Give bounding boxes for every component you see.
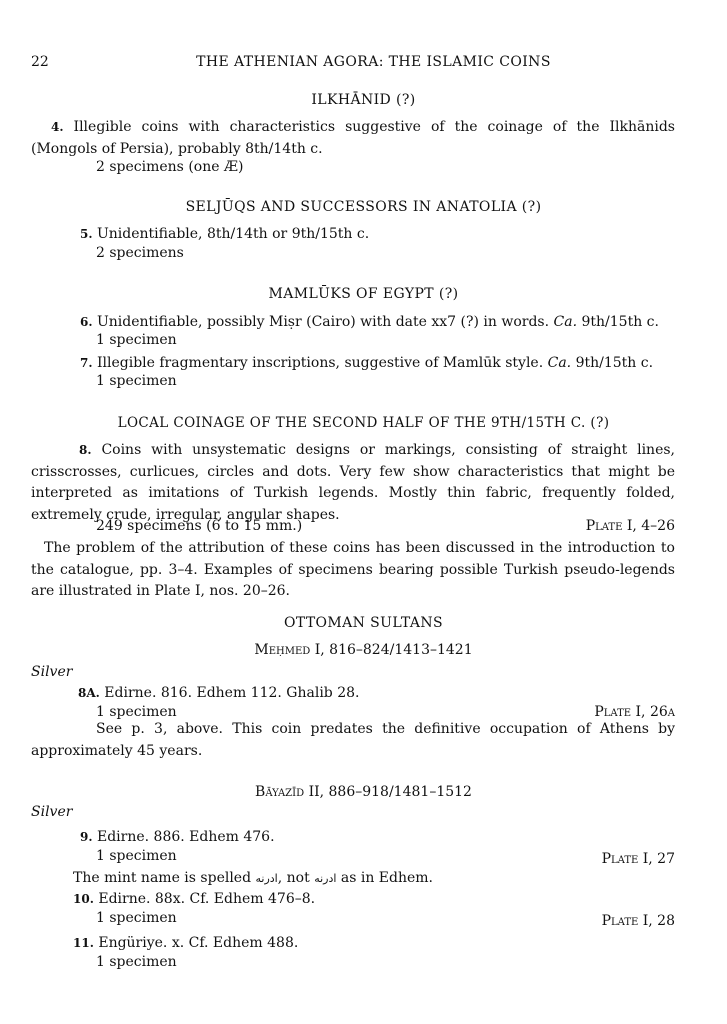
entry-text: Illegible coins with characteristics suggestive of the coinage of the Ilkhānids (Mongols of Persia), probably 8th/14th c. [31,119,675,157]
entry-10 [73,890,315,908]
ruler-name: Meḥmed [254,642,311,658]
entry-6 [80,313,659,331]
entry-number: 6. [80,315,93,329]
entry-7 [80,354,653,372]
entry-date: 9th/15th c. [581,314,659,330]
entry-11 [73,934,298,952]
entry-text: Coins with unsystematic designs or markings, consisting of straight lines, crisscrosses, curlicues, circles and dots. Very few show characteristics that might be interpreted as imitations of Turkish legends. Mostly thin fabric, frequently folded, extremely crude, irregular, angular shapes. [31,442,675,523]
heading-ilkhanid: ILKHĀNID (?) [311,92,416,108]
metal-silver-bayazid: Silver [31,804,73,820]
ruler-name: Bāyazīd [255,784,305,800]
entry-8a [78,684,359,702]
entry-8-specimens: 249 specimens (6 to 15 mm.) [96,518,303,534]
subheading-mehmed [0,641,727,659]
entry-text: Unidentifiable, 8th/14th or 9th/15th c. [96,226,370,242]
entry-6-specimens: 1 specimen [96,332,177,348]
arabic-mint-spelling-edhem: ادرنه [314,872,337,885]
entry-number: 4. [51,120,64,134]
circa-abbrev: Ca. [553,314,578,330]
entry-8 [31,440,675,526]
subheading-bayazid [0,783,727,801]
ruler-dates: I, 816–824/1413–1421 [314,642,473,658]
heading-mamluks: MAMLŪKS OF EGYPT (?) [268,286,459,302]
note-text: as in Edhem. [340,870,434,886]
entry-number: 10. [73,892,94,906]
running-title: THE ATHENIAN AGORA: THE ISLAMIC COINS [196,54,551,70]
entry-4-specimens: 2 specimens (one Æ) [96,159,244,175]
entry-text: Edirne. 88x. Cf. Edhem 476–8. [98,891,316,907]
entry-text: Edirne. 886. Edhem 476. [96,829,275,845]
entry-5 [80,225,369,243]
heading-seljuqs: SELJŪQS AND SUCCESSORS IN ANATOLIA (?) [185,199,542,215]
entry-8a-plate-ref: Plate I, 26a [594,704,675,720]
entry-9-specimens: 1 specimen [96,848,177,864]
heading-ottoman: OTTOMAN SULTANS [283,615,444,631]
arabic-mint-spelling: ادرنه [255,872,278,885]
entry-text: Edirne. 816. Edhem 112. Ghalib 28. [104,685,360,701]
metal-silver-mehmed: Silver [31,664,73,680]
entry-text: Illegible fragmentary inscriptions, suggestive of Mamlūk style. [96,355,544,371]
heading-local-coinage: LOCAL COINAGE OF THE SECOND HALF OF THE 9TH/15TH C. (?) [117,415,610,431]
circa-abbrev: Ca. [547,355,572,371]
entry-number: 5. [80,227,93,241]
ruler-dates: II, 886–918/1481–1512 [308,784,472,800]
entry-text: Engüriye. x. Cf. Edhem 488. [98,935,299,951]
entry-number: 8A. [78,686,100,700]
note-text: , not [277,870,310,886]
entry-7-specimens: 1 specimen [96,373,177,389]
entry-number: 9. [80,830,93,844]
entry-11-specimens: 1 specimen [96,954,177,970]
entry-8a-specimens: 1 specimen [96,704,177,720]
entry-9 [80,828,275,846]
entry-10-specimens: 1 specimen [96,910,177,926]
entry-date: 9th/15th c. [575,355,654,371]
note-text: The mint name is spelled [73,870,252,886]
entry-8-plate-ref: Plate I, 4–26 [585,518,675,534]
entry-number: 7. [80,356,93,370]
entry-number: 8. [79,443,92,457]
entry-4 [31,117,675,160]
local-coinage-note: The problem of the attribution of these coins has been discussed in the introduction to the catalogue, pp. 3–4. Examples of specimens bearing possible Turkish pseudo-legends are illustrated in Plate I, nos. 20–26. [31,540,675,599]
entry-number: 11. [73,936,94,950]
entry-5-specimens: 2 specimens [96,245,184,261]
entry-9-plate-ref: Plate I, 27 [601,851,675,867]
page-number: 22 [31,54,49,70]
entry-text: Unidentifiable, possibly Miṣr (Cairo) with date xx7 (?) in words. [96,314,550,330]
entry-8a-note: See p. 3, above. This coin predates the definitive occupation of Athens by approximately 45 years. [31,721,675,759]
entry-9-note [73,869,433,888]
entry-10-plate-ref: Plate I, 28 [601,913,675,929]
